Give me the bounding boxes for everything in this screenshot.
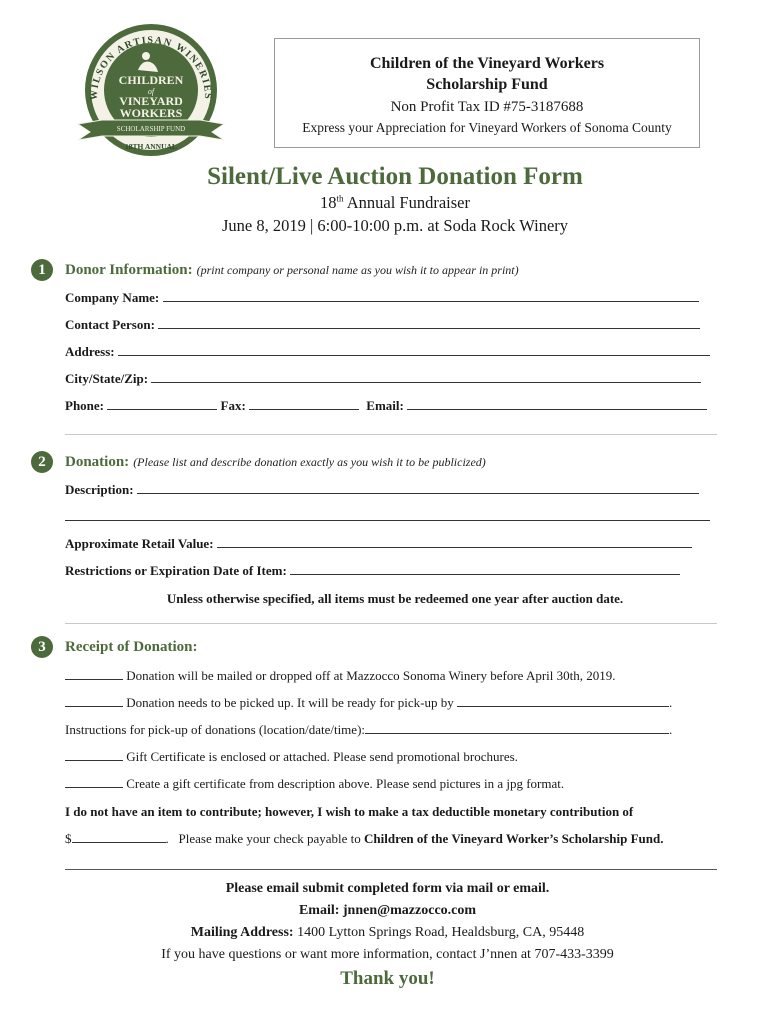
company-name-row — [65, 290, 699, 306]
logo-line4: WORKERS — [119, 106, 183, 120]
amount-field[interactable] — [72, 831, 166, 843]
org-name-line1: Children of the Vineyard Workers — [369, 55, 605, 72]
section-1-number: 1 — [31, 259, 53, 281]
retail-value-field[interactable] — [217, 536, 692, 548]
address-field[interactable] — [118, 344, 710, 356]
phone-field[interactable] — [107, 398, 217, 410]
event-ordinal: 18 — [319, 193, 337, 212]
logo-line3: VINEYARD — [119, 94, 183, 108]
check-text: Please make your check payable to — [178, 831, 361, 846]
footer-divider — [65, 869, 717, 870]
description-label: Description: — [65, 482, 134, 497]
description-row — [65, 482, 699, 498]
section-3-heading — [65, 638, 197, 656]
pickup-date-field[interactable] — [457, 695, 669, 707]
section-1-heading — [65, 261, 519, 279]
section-1-title: Donor Information: — [65, 262, 193, 278]
thank-you: Thank you! — [340, 968, 435, 989]
company-name-label: Company Name: — [65, 290, 160, 305]
email-label: Email: — [366, 398, 404, 413]
receipt-option-create-certificate — [65, 776, 564, 792]
address-label: Address: — [65, 344, 115, 359]
description-row-2 — [65, 509, 710, 525]
create-certificate-blank[interactable] — [65, 776, 123, 788]
footer-mail-address: 1400 Lytton Springs Road, Healdsburg, CA, 95448 — [297, 925, 585, 940]
pickup-instructions-label: Instructions for pick-up of donations (location/date/time): — [65, 722, 366, 737]
footer-instruction: Please email submit completed form via mail or email. — [225, 881, 550, 896]
footer-mail-line — [0, 925, 770, 941]
phone-label: Phone: — [65, 398, 104, 413]
check-payee: Children of the Vineyard Worker’s Scholarship Fund. — [364, 831, 664, 846]
dollar-sign: $ — [65, 831, 72, 846]
fax-field[interactable] — [249, 398, 359, 410]
footer-email-address[interactable]: jnnen@mazzocco.com — [342, 903, 477, 918]
tax-id: Non Profit Tax ID #75-3187688 — [390, 99, 584, 115]
pickup-blank[interactable] — [65, 695, 123, 707]
certificate-blank[interactable] — [65, 749, 123, 761]
event-ordinal-suffix: th — [336, 193, 344, 204]
logo-line1: CHILDREN — [118, 73, 184, 87]
section-2-title: Donation: — [65, 454, 130, 470]
city-state-zip-label: City/State/Zip: — [65, 371, 149, 386]
phone-fax-email-row — [65, 398, 707, 414]
section-2-heading — [65, 453, 486, 471]
pickup-instructions-row: Instructions for pick-up of donations (location/date/time): . — [65, 722, 673, 737]
section-1-note: (print company or personal name as you wish it to appear in print) — [196, 263, 519, 277]
description-field[interactable] — [137, 482, 699, 494]
description-field-line2[interactable] — [65, 509, 710, 521]
contact-person-label: Contact Person: — [65, 317, 155, 332]
restrictions-row — [65, 563, 680, 579]
logo-ribbon-text: SCHOLARSHIP FUND — [116, 125, 186, 133]
tagline: Express your Appreciation for Vineyard Workers of Sonoma County — [302, 120, 672, 135]
email-field[interactable] — [407, 398, 707, 410]
mailed-blank[interactable] — [65, 668, 123, 680]
mailed-text: Donation will be mailed or dropped off at Mazzocco Sonoma Winery before April 30th, 2019. — [126, 668, 616, 683]
fax-label: Fax: — [220, 398, 246, 413]
event-line — [0, 193, 770, 213]
receipt-option-mailed — [65, 668, 616, 684]
receipt-option-pickup: Donation needs to be picked up. It will be ready for pick-up by . — [65, 695, 672, 711]
receipt-option-certificate — [65, 749, 518, 765]
company-name-field[interactable] — [163, 290, 699, 302]
pickup-text: Donation needs to be picked up. It will be ready for pick-up by — [126, 695, 454, 710]
section-3-number: 3 — [31, 636, 53, 658]
section-2-note: (Please list and describe donation exactly as you wish it to be publicized) — [133, 455, 486, 469]
footer-email-line — [0, 903, 770, 919]
monetary-contribution-text: I do not have an item to contribute; however, I wish to make a tax deductible monetary contribution of — [65, 804, 634, 819]
scholarship-fund-logo — [72, 22, 230, 160]
city-state-zip-row — [65, 371, 701, 387]
city-state-zip-field[interactable] — [151, 371, 701, 383]
contact-person-field[interactable] — [158, 317, 700, 329]
check-row: $ . Please make your check payable to Children of the Vineyard Worker’s Scholarship Fund. — [65, 831, 664, 846]
org-name-line2: Scholarship Fund — [426, 76, 548, 93]
section-divider-2 — [65, 623, 717, 624]
pickup-instructions-field[interactable] — [365, 722, 669, 734]
section-2-number: 2 — [31, 451, 53, 473]
create-certificate-text: Create a gift certificate from description above. Please send pictures in a jpg format. — [126, 776, 565, 791]
date-line: June 8, 2019 | 6:00-10:00 p.m. at Soda Rock Winery — [221, 216, 569, 235]
address-row — [65, 344, 710, 360]
retail-value-label: Approximate Retail Value: — [65, 536, 214, 551]
section-divider-1 — [65, 434, 717, 435]
event-name: Annual Fundraiser — [346, 193, 470, 212]
form-title: Silent/Live Auction Donation Form — [207, 163, 583, 190]
section-3-title: Receipt of Donation: — [65, 639, 198, 655]
contact-person-row — [65, 317, 700, 333]
redeem-note: Unless otherwise specified, all items must be redeemed one year after auction date. — [166, 591, 624, 606]
certificate-text: Gift Certificate is enclosed or attached. Please send promotional brochures. — [126, 749, 518, 764]
restrictions-label: Restrictions or Expiration Date of Item: — [65, 563, 287, 578]
retail-value-row — [65, 536, 692, 552]
restrictions-field[interactable] — [290, 563, 680, 575]
header-box — [274, 38, 700, 148]
footer-email-label: Email: — [298, 903, 340, 918]
footer-mail-label: Mailing Address: — [190, 925, 294, 940]
logo-line2: of — [147, 87, 155, 96]
footer-contact-line: If you have questions or want more information, contact J’nnen at 707-433-3399 — [161, 947, 614, 962]
logo-ring-text: WILSON ARTISAN WINERIES — [88, 34, 214, 101]
logo-anniversary: 18TH ANNUAL — [125, 142, 177, 151]
